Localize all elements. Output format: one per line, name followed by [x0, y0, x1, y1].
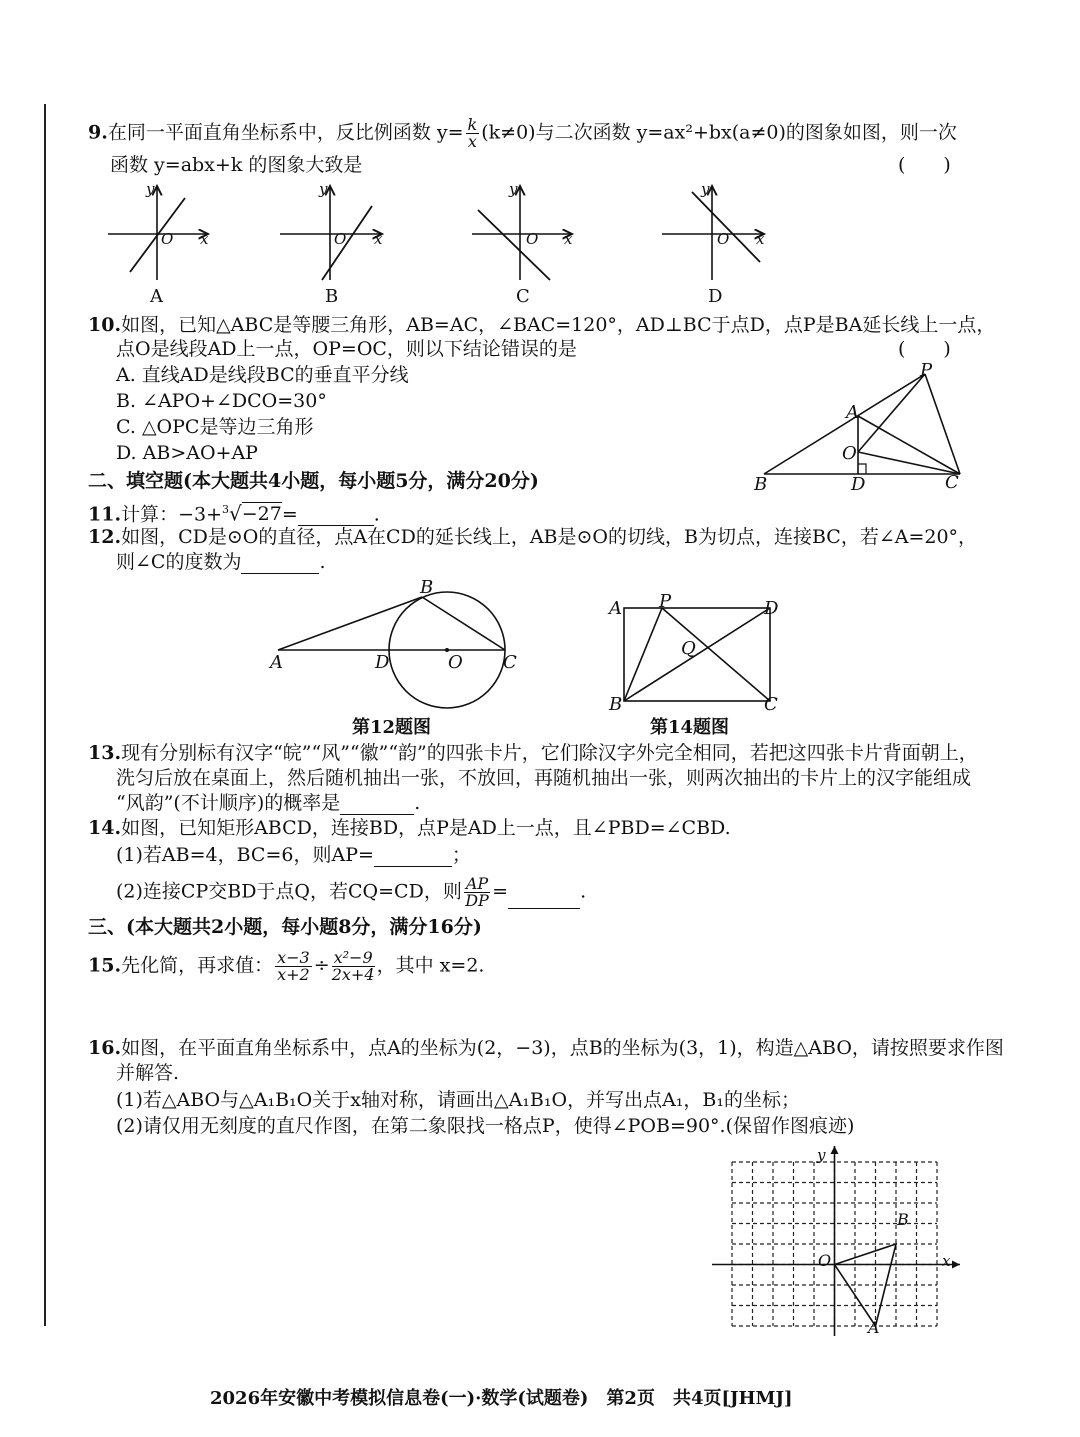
q10-label-c: C — [945, 472, 959, 493]
section-2-heading: 二、填空题(本大题共4小题，每小题5分，满分20分) — [88, 470, 539, 492]
q12-label-o: O — [448, 652, 463, 673]
q9-answer-paren: ( ) — [898, 154, 951, 176]
q13-line2: 洗匀后放在桌面上，然后随机抽出一张，不放回，再随机抽出一张，则两次抽出的卡片上的汉字能组成 — [116, 767, 972, 789]
q16-label-x: x — [942, 1252, 951, 1270]
graph-a-y-label: y — [146, 180, 155, 198]
section-3-heading: 三、(本大题共2小题，每小题8分，满分16分) — [88, 916, 482, 938]
q10-number: 10. — [88, 314, 122, 336]
q16-label-a: A — [868, 1318, 880, 1337]
q12-label-c: C — [503, 652, 517, 673]
q14-label-q: Q — [681, 638, 696, 659]
q14-label-d: D — [764, 598, 779, 619]
q15-fraction-2: $\frac{\text{x²−9}}{2x+4}$ — [331, 948, 375, 984]
q9-text-a: 在同一平面直角坐标系中，反比例函数 y= — [107, 121, 464, 144]
graph-c-y-label: y — [509, 180, 518, 198]
q16-label-o: O — [818, 1251, 832, 1270]
q10-label-p: P — [920, 360, 933, 381]
q13-line1: 13.现有分别标有汉字“皖”“风”“徽”“韵”的四张卡片，它们除汉字外完全相同，若把这四张卡片背面朝上， — [88, 742, 978, 764]
q15-line: 15.先化简，再求值： $\frac{x-3}{x+2}$ ÷ $\frac{\text{x²−9}}{2x+4}$ ，其中 x=2. — [88, 948, 485, 984]
q16-label-y: y — [817, 1146, 826, 1164]
q16-grid-figure — [712, 1140, 972, 1340]
q11-answer-blank[interactable] — [298, 507, 374, 526]
q10-option-c: C. △OPC是等边三角形 — [116, 416, 314, 438]
q14-part1: (1)若AB=4，BC=6，则AP= ； — [116, 844, 471, 866]
q10-option-d: D. AB>AO+AP — [116, 442, 258, 464]
margin-rule — [44, 104, 46, 1326]
q12-line2: 则∠C的度数为 . — [116, 551, 326, 573]
q12-label-d: D — [375, 652, 390, 673]
q10-option-a: A. 直线AD是线段BC的垂直平分线 — [116, 364, 409, 386]
graph-b-y-label: y — [319, 180, 328, 198]
q13-answer-blank[interactable] — [340, 796, 414, 815]
q10-option-b: B. ∠APO+∠DCO=30° — [116, 390, 327, 412]
q9-fraction: $\frac{k}{x}$ — [467, 115, 478, 151]
q9-line1 — [88, 117, 957, 150]
q12-figure — [268, 580, 528, 710]
q14-label-c: C — [764, 694, 778, 715]
option-b-label: B — [325, 286, 339, 307]
q12-line1: 12.如图，CD是⊙O的直径，点A在CD的延长线上，AB是⊙O的切线，B为切点，连接BC，若∠A=20°， — [88, 526, 978, 548]
q10-line1: 10.如图，已知△ABC是等腰三角形，AB=AC，∠BAC=120°，AD⊥BC于点D，点P是BA延长线上一点， — [88, 314, 996, 336]
q12-label-b: B — [420, 577, 434, 598]
q14-figure — [618, 598, 778, 708]
q10-label-b: B — [754, 474, 768, 495]
q12-answer-blank[interactable] — [241, 555, 319, 574]
q16-line2: 并解答. — [116, 1062, 180, 1084]
q15-fraction-1: $\frac{x-3}{x+2}$ — [277, 948, 310, 984]
option-d-label: D — [708, 286, 723, 307]
q16-line1: 16.如图，在平面直角坐标系中，点A的坐标为(2，−3)，点B的坐标为(3，1)，构造△ABO，请按照要求作图 — [88, 1037, 1004, 1059]
q14-part1-blank[interactable] — [374, 848, 452, 867]
q10-label-o: O — [842, 443, 857, 464]
q11-number: 11. — [88, 503, 122, 526]
q9-number: 9. — [88, 121, 108, 144]
q14-part2-blank[interactable] — [508, 890, 580, 909]
graph-b — [280, 186, 382, 280]
q13-line3: “风韵”(不计顺序)的概率是 . — [116, 792, 421, 814]
q14-label-a: A — [609, 598, 622, 619]
q10-label-a: A — [846, 402, 859, 423]
graph-d — [662, 186, 764, 280]
q14-label-b: B — [609, 694, 623, 715]
graph-c-x-label: x — [564, 230, 573, 248]
q9-line2: 函数 y=abx+k 的图象大致是 — [110, 154, 363, 176]
graph-d-y-label: y — [701, 180, 710, 198]
q10-label-d: D — [851, 474, 866, 495]
graph-c — [472, 186, 572, 280]
q12-number: 12. — [88, 526, 122, 548]
graph-b-x-label: x — [374, 230, 383, 248]
q15-number: 15. — [88, 954, 122, 977]
q16-number: 16. — [88, 1037, 122, 1059]
q14-label-p: P — [659, 591, 672, 612]
option-c-label: C — [516, 286, 530, 307]
graph-a-origin: O — [161, 230, 174, 248]
option-a-label: A — [150, 286, 163, 307]
x-axis-arrow — [952, 1261, 960, 1269]
q14-figure-caption: 第14题图 — [650, 717, 730, 738]
q12-figure-caption: 第12题图 — [352, 717, 432, 738]
q16-label-b: B — [897, 1210, 909, 1229]
q11-line: 11.计算：−3+$^3$√−27= . — [88, 501, 380, 526]
q13-number: 13. — [88, 742, 122, 764]
q10-line2: 点O是线段AD上一点，OP=OC，则以下结论错误的是 — [116, 338, 577, 360]
page-footer: 2026年安徽中考模拟信息卷(一)·数学(试题卷) 第2页 共4页[JHMJ] — [210, 1388, 793, 1409]
q14-number: 14. — [88, 817, 122, 839]
q14-line1: 14.如图，已知矩形ABCD，连接BD，点P是AD上一点，且∠PBD=∠CBD. — [88, 817, 731, 839]
q14-part2: (2)连接CP交BD于点Q，若CQ=CD，则 $\frac{AP}{DP}$ = . — [116, 874, 587, 910]
q16-part1: (1)若△ABO与△A₁B₁O关于x轴对称，请画出△A₁B₁O，并写出点A₁，B₁的坐标； — [116, 1089, 800, 1111]
q9-text-b: (k≠0)与二次函数 y=ax²+bx(a≠0)的图象如图，则一次 — [481, 121, 957, 144]
graph-b-origin: O — [334, 230, 347, 248]
q10-answer-paren: ( ) — [898, 338, 951, 360]
q16-part2: (2)请仅用无刻度的直尺作图，在第二象限找一格点P，使得∠POB=90°.(保留作图痕迹) — [116, 1115, 855, 1137]
q12-label-a: A — [270, 652, 283, 673]
q14-fraction: $\frac{AP}{DP}$ — [465, 874, 489, 910]
graph-c-origin: O — [526, 230, 539, 248]
graph-d-origin: O — [717, 230, 730, 248]
graph-a — [108, 186, 208, 280]
graph-a-x-label: x — [200, 230, 209, 248]
graph-d-x-label: x — [756, 230, 765, 248]
y-axis-arrow — [831, 1146, 839, 1154]
